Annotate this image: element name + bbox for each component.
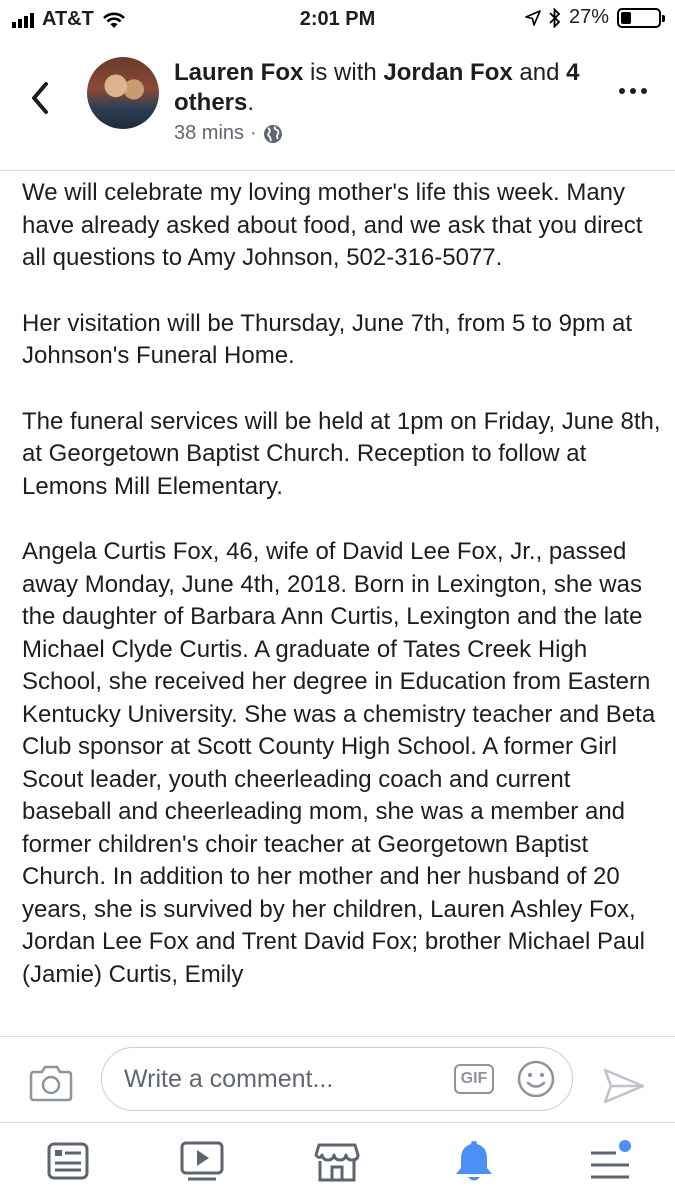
notifications-icon[interactable]: [450, 1137, 498, 1185]
post-meta: [174, 122, 283, 145]
with-text: is with: [303, 59, 384, 86]
status-bar: [0, 0, 675, 38]
others-link[interactable]: 4 others: [174, 59, 580, 116]
marketplace-icon[interactable]: [313, 1137, 361, 1185]
meta-separator: ·: [250, 122, 257, 144]
avatar[interactable]: [87, 57, 159, 129]
battery-percent: 27%: [568, 6, 609, 28]
carrier-label: AT&T: [42, 8, 94, 30]
tab-bar: [0, 1122, 675, 1201]
post-paragraph: Her visitation will be Thursday, June 7th, from 5 to 9pm at Johnson's Funeral Home.: [22, 309, 633, 369]
clock: 2:01 PM: [299, 8, 376, 30]
watch-icon[interactable]: [178, 1137, 226, 1185]
bluetooth-icon: [549, 8, 561, 28]
smiley-icon[interactable]: [516, 1059, 556, 1099]
comment-bar: [0, 1036, 675, 1123]
globe-icon: [263, 124, 283, 144]
title-period: .: [247, 89, 255, 116]
tagged-name[interactable]: Jordan Fox: [383, 59, 513, 86]
and-text: and: [512, 59, 567, 86]
comment-placeholder: Write a comment...: [124, 1065, 334, 1093]
post-paragraph: The funeral services will be held at 1pm on Friday, June 8th, at Georgetown Baptist Church. Reception to follow at Lemons Mill Elementary.: [22, 407, 661, 500]
post-paragraph: Angela Curtis Fox, 46, wife of David Lee Fox, Jr., passed away Monday, June 4th, 2018. Born in Lexington, she was the daughter of Barbara Ann Curtis, Lexington and the late Michael Clyde Curtis. A graduate of Tates Creek High School, she received her degree in Education from Eastern Kentucky University. She was a chemistry teacher and Beta Club sponsor at Scott County High School. A former Girl Scout leader, youth cheerleading coach and current baseball and cheerleading mom, she was a member and former children's choir teacher at Georgetown Baptist Church. In addition to her mother and her husband of 20 years, she is survived by her children, Lauren Ashley Fox, Jordan Lee Fox and Trent David Fox; brother Michael Paul (Jamie) Curtis, Emily: [22, 538, 656, 988]
menu-icon[interactable]: [586, 1137, 634, 1185]
chevron-left-icon[interactable]: [26, 78, 56, 118]
timestamp[interactable]: 38 mins: [174, 122, 245, 144]
author-name[interactable]: Lauren Fox: [174, 59, 304, 86]
post-title: [174, 58, 594, 118]
send-icon[interactable]: [602, 1067, 646, 1105]
status-right: [525, 6, 661, 29]
gif-button[interactable]: GIF: [454, 1064, 494, 1094]
comment-input[interactable]: [101, 1047, 573, 1111]
post-body: [22, 177, 662, 1015]
post-paragraph: We will celebrate my loving mother's life this week. Many have already asked about food, and we ask that you direct all questions to Amy Johnson, 502-316-5077.: [22, 179, 643, 271]
more-dots-icon[interactable]: [619, 88, 647, 94]
battery-icon: [617, 8, 661, 28]
post-header: [0, 40, 675, 171]
camera-icon[interactable]: [27, 1063, 75, 1103]
location-arrow-icon: [525, 10, 541, 26]
news-feed-icon[interactable]: [44, 1137, 92, 1185]
